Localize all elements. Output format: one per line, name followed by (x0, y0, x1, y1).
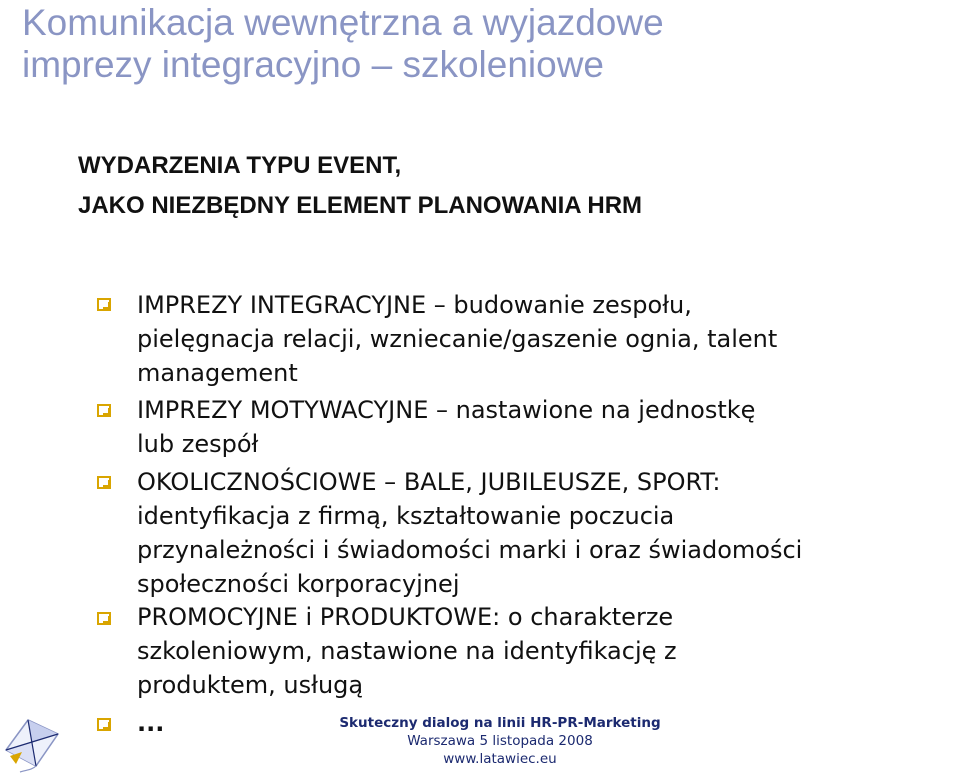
slide-subtitle-line-1: WYDARZENIA TYPU EVENT, (78, 152, 402, 179)
slide-title-line-2: imprezy integracyjno – szkoleniowe (22, 44, 604, 85)
list-item (137, 465, 960, 601)
footer-website: www.latawiec.eu (443, 751, 557, 767)
list-item-line: społeczności korporacyjnej (137, 570, 460, 598)
list-item-line: PROMOCYJNE i PRODUKTOWE: o charakterze (137, 603, 674, 631)
footer-event-name: Skuteczny dialog na linii HR-PR-Marketing (339, 715, 661, 731)
list-item (137, 393, 960, 461)
list-item-line: pielęgnacja relacji, wzniecanie/gaszenie ognia, talent (137, 325, 778, 353)
list-item-line: produktem, usługą (137, 671, 364, 699)
list-item-line: IMPREZY MOTYWACYJNE – nastawione na jednostkę (137, 396, 756, 424)
slide-subtitle-line-2: JAKO NIEZBĘDNY ELEMENT PLANOWANIA HRM (78, 192, 643, 219)
list-item-line: lub zespół (137, 430, 259, 458)
slide-footer (320, 714, 680, 768)
checkbox-bullet-icon (97, 476, 111, 489)
checkbox-bullet-icon (97, 612, 111, 625)
checkbox-bullet-icon (97, 718, 111, 731)
list-item-line: management (137, 359, 298, 387)
kite-logo-icon (2, 712, 62, 774)
checkbox-bullet-icon (97, 404, 111, 417)
list-item-line: identyfikacja z firmą, kształtowanie poczucia (137, 502, 675, 530)
list-item-line: OKOLICZNOŚCIOWE – BALE, JUBILEUSZE, SPORT: (137, 468, 721, 496)
list-item (137, 288, 960, 390)
footer-date-location: Warszawa 5 listopada 2008 (407, 733, 593, 749)
slide-title-line-1: Komunikacja wewnętrzna a wyjazdowe (22, 2, 664, 43)
checkbox-bullet-icon (97, 298, 111, 311)
list-item-line: szkoleniowym, nastawione na identyfikację z (137, 637, 677, 665)
list-item-line: ... (137, 709, 165, 737)
list-item-line: przynależności i świadomości marki i oraz świadomości (137, 536, 803, 564)
list-item-line: IMPREZY INTEGRACYJNE – budowanie zespołu, (137, 291, 692, 319)
list-item (137, 600, 960, 702)
